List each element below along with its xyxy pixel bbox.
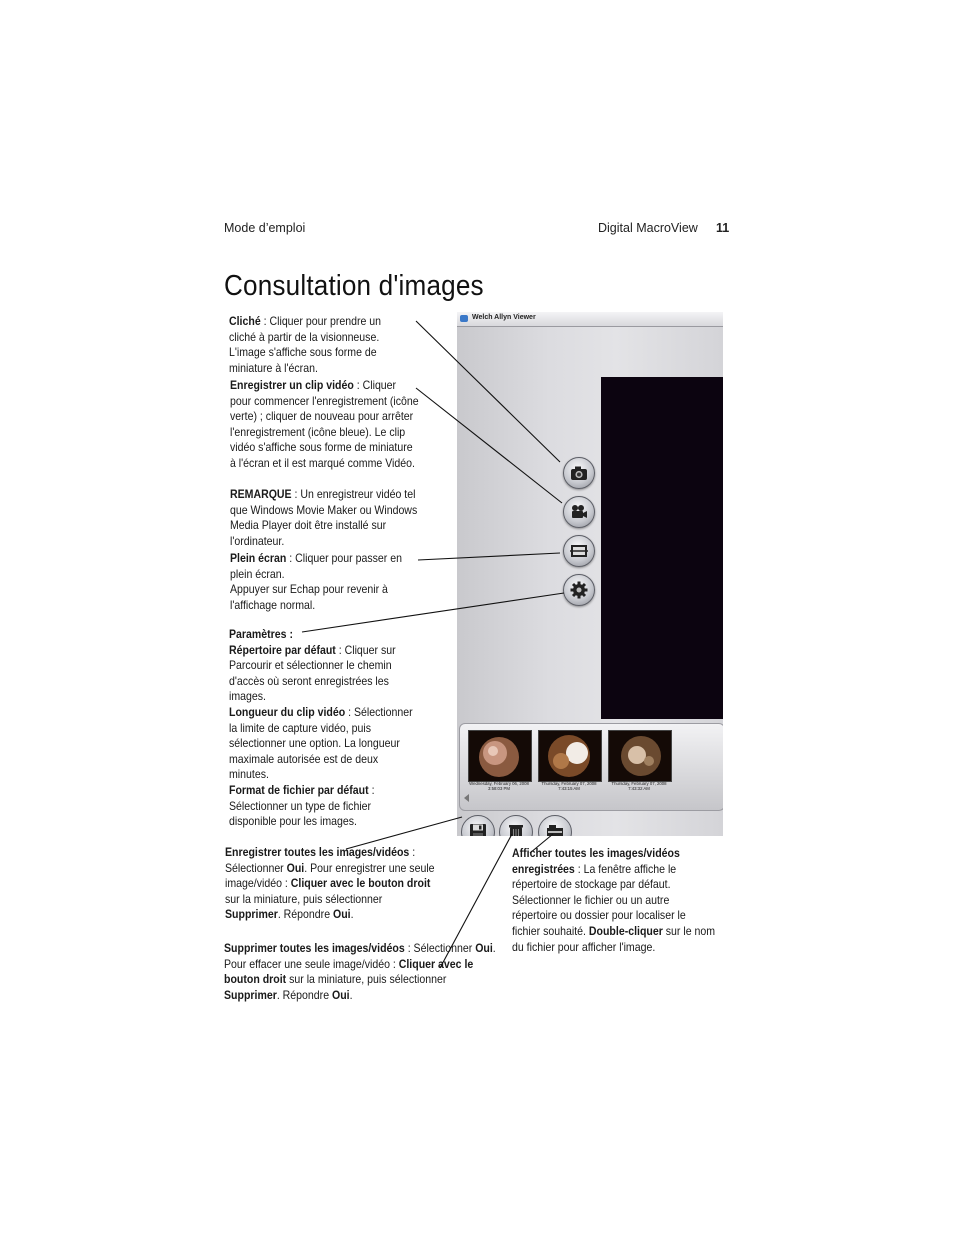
delete-all-label: Supprimer toutes les images/vidéos: [224, 941, 405, 955]
record-video-button[interactable]: [563, 496, 595, 528]
show-all-text-2: sur le nom du fichier pour afficher l'image.: [512, 923, 716, 954]
snapshot-button[interactable]: [563, 457, 595, 489]
save-all-bold-1: Oui: [286, 860, 305, 875]
file-format-label: Format de fichier par défaut: [229, 782, 369, 797]
video-camera-icon: [569, 502, 589, 522]
gear-icon: [569, 580, 589, 600]
thumbnail-3[interactable]: [608, 730, 670, 792]
save-all-text-4: . Répondre: [277, 907, 334, 922]
default-dir-label: Répertoire par défaut: [229, 642, 336, 657]
delete-all-text-3: sur la miniature, puis sélectionner: [286, 972, 447, 987]
viewer-title: Welch Allyn Viewer: [472, 314, 536, 321]
snapshot-text: : Cliquer pour prendre un cliché à partir de la visionneuse. L'image s'affiche sous forme de miniature à l'écran.: [229, 314, 382, 375]
thumbnail-time: 3:58:03 PM: [488, 786, 510, 791]
delete-all-button[interactable]: [499, 815, 533, 836]
note-text: : Un enregistreur vidéo tel que Windows Movie Maker ou Windows Media Player doit être installé sur l'ordinateur.: [230, 487, 418, 548]
save-all-text-5: .: [350, 907, 354, 922]
floppy-disk-icon: [468, 822, 488, 836]
scroll-left-arrow-icon[interactable]: [464, 794, 469, 802]
delete-all-bold-4: Oui: [332, 987, 350, 1002]
delete-all-description: [224, 941, 497, 1003]
running-header-left: Mode d’emploi: [224, 221, 306, 235]
show-all-bold-1: Double-cliquer: [588, 923, 663, 938]
delete-all-text-1: : Sélectionner: [404, 941, 476, 955]
thumbnail-image: [468, 730, 532, 782]
trash-icon: [506, 822, 526, 836]
delete-all-text-4: . Répondre: [276, 987, 333, 1002]
thumbnail-date: Wednesday, February 06, 2008: [469, 781, 529, 786]
thumbnail-caption: [602, 781, 676, 791]
save-all-text-3: sur la miniature, puis sélectionner: [225, 891, 383, 906]
page-number: 11: [716, 221, 730, 235]
fullscreen-icon: [569, 541, 589, 561]
fullscreen-label: Plein écran: [230, 551, 287, 565]
note-description: [230, 487, 419, 549]
fullscreen-text-2: Appuyer sur Echap pour revenir à l'affichage normal.: [230, 582, 388, 612]
delete-all-bold-3: Supprimer: [224, 987, 277, 1002]
save-all-bold-2: Cliquer avec le bouton droit: [290, 876, 431, 891]
thumbnail-1[interactable]: [468, 730, 530, 792]
save-all-text-2: . Pour enregistrer une seule image/vidéo :: [225, 860, 435, 891]
show-all-text-1: : La fenêtre affiche le répertoire de stockage par défaut. Sélectionner le fichier ou un autre répertoire ou dossier pour localiser le fichier souhaité.: [512, 861, 686, 938]
viewer-body: [457, 327, 723, 836]
save-all-bold-4: Oui: [333, 907, 351, 922]
record-clip-description: [230, 378, 419, 472]
delete-all-bold-2: Cliquer avec le bouton droit: [224, 956, 474, 987]
delete-all-bold-1: Oui: [475, 941, 493, 955]
settings-button[interactable]: [563, 574, 595, 606]
fullscreen-button[interactable]: [563, 535, 595, 567]
page-title: Consultation d'images: [224, 270, 484, 302]
file-format-text: : Sélectionner un type de fichier disponible pour les images.: [229, 782, 375, 829]
folder-icon: [545, 822, 565, 836]
welch-allyn-viewer-screenshot: [457, 312, 723, 836]
note-label: REMARQUE: [230, 487, 292, 501]
default-dir-text: : Cliquer sur Parcourir et sélectionner le chemin d'accès où seront enregistrées les images.: [229, 642, 396, 704]
camera-icon: [569, 463, 589, 483]
thumbnail-caption: [462, 781, 536, 791]
live-video-area: [601, 377, 723, 719]
record-clip-label: Enregistrer un clip vidéo: [230, 378, 354, 392]
save-all-button[interactable]: [461, 815, 495, 836]
save-all-description: [225, 845, 441, 923]
snapshot-description: [229, 314, 409, 376]
thumbnail-date: Thursday, February 07, 2008: [611, 781, 667, 786]
thumbnail-time: 7:43:15 AM: [558, 786, 580, 791]
thumbnail-caption: [532, 781, 606, 791]
thumbnail-image: [608, 730, 672, 782]
app-icon: [460, 315, 468, 322]
thumbnail-image: [538, 730, 602, 782]
thumbnail-date: Thursday, February 07, 2008: [541, 781, 597, 786]
delete-all-text-2: . Pour effacer une seule image/vidéo :: [224, 941, 496, 971]
clip-length-label: Longueur du clip vidéo: [229, 704, 346, 719]
thumbnail-2[interactable]: [538, 730, 600, 792]
settings-label: Paramètres :: [229, 627, 293, 641]
thumbnail-strip: [459, 723, 723, 811]
delete-all-text-5: .: [349, 987, 353, 1002]
fullscreen-text: : Cliquer pour passer en plein écran.: [230, 551, 402, 581]
show-all-label: Afficher toutes les images/vidéos enregistrées: [512, 846, 680, 876]
fullscreen-description: [230, 551, 419, 613]
save-all-label: Enregistrer toutes les images/vidéos: [225, 845, 410, 859]
save-all-bold-3: Supprimer: [225, 907, 278, 922]
running-header-right: Digital MacroView: [598, 221, 698, 235]
snapshot-label: Cliché: [229, 314, 261, 328]
settings-description: [229, 627, 418, 830]
viewer-titlebar: [457, 312, 723, 327]
record-clip-text: : Cliquer pour commencer l'enregistrement (icône verte) ; cliquer de nouveau pour arrêter l'enregistrement (icône bleue). Le clip vidéo s'affiche sous forme de miniature à l'écran et il est marqué comme Vidéo.: [230, 378, 419, 470]
show-all-description: [512, 846, 716, 955]
show-all-button[interactable]: [538, 815, 572, 836]
thumbnail-time: 7:43:32 AM: [628, 786, 650, 791]
clip-length-text: : Sélectionner la limite de capture vidéo, puis sélectionner une option. La longueur maximale autorisée est de deux minutes.: [229, 704, 413, 782]
save-all-text-1: : Sélectionner: [225, 845, 416, 875]
